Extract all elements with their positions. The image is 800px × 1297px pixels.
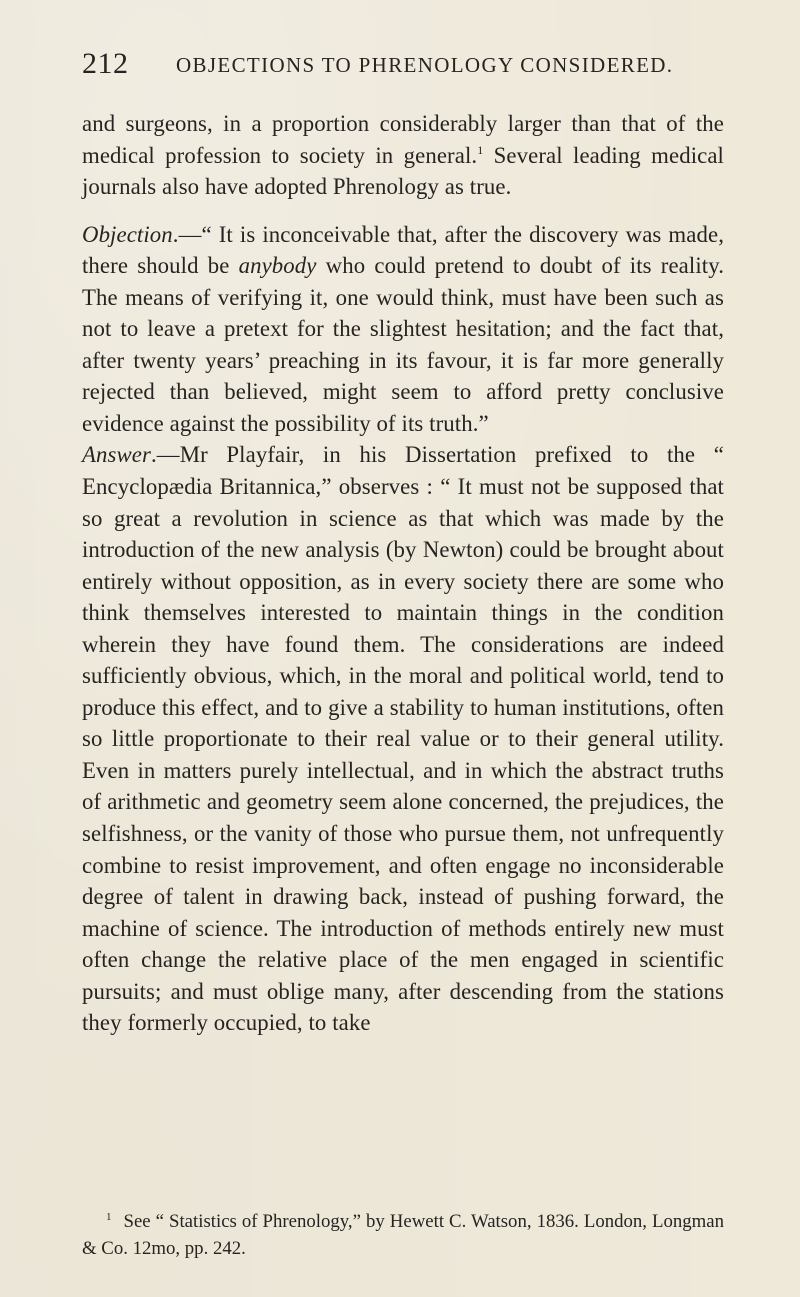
- opening-text: and surgeons, in a proportion considerably larger than that of the medical profession to society in general.: [82, 111, 724, 168]
- footnote-marker: 1: [106, 1211, 112, 1223]
- objection-text-end: who could pretend to doubt of its reality. The means of verifying it, one would think, must have been such as not to leave a pretext for the slightest hesitation; and the fact that, after twenty years’ preaching in its favour, it is far more generally rejected than believed, might seem to afford pretty conclusive evidence against the possibility of its truth.”: [82, 253, 725, 436]
- page-number: 212: [82, 47, 129, 80]
- footnote: [82, 1208, 724, 1262]
- footnote-text: See “ Statistics of Phrenology,” by Hewett C. Watson, 1836. London, Longman & Co. 12mo, pp. 242.: [82, 1211, 724, 1259]
- answer-text: .—Mr Playfair, in his Dissertation prefixed to the “ Encyclopædia Britannica,” observes : “ It must not be supposed that so great a revolution in science as that which was made by the introduction of the new analysis (by Newton) could be brought about entirely without opposition, as in every society there are some who think themselves interested to maintain things in the condition wherein they have found them. The considerations are indeed sufficiently obvious, which, in the moral and political world, tend to produce this effect, and to give a stability to human institutions, often so little proportionate to their real value or to their general utility. Even in matters purely intellectual, and in which the abstract truths of arithmetic and geometry seem alone concerned, the prejudices, the selfishness, or the vanity of those who pursue them, not unfrequently combine to resist improvement, and often engage no inconsiderable degree of talent in drawing back, instead of pushing forward, the machine of science. The introduction of methods entirely new must often change the relative place of the men engaged in scientific pursuits; and must oblige many, after descending from the stations they formerly occupied, to take: [82, 442, 724, 1036]
- running-title: OBJECTIONS TO PHRENOLOGY CONSIDERED.: [176, 53, 674, 77]
- objection-emphasis: anybody: [238, 253, 317, 279]
- objection-label: Objection: [82, 221, 173, 247]
- opening-text-tail: Several leading medical journals also have adopted Phrenology as true.: [82, 142, 724, 200]
- opening-paragraph: [82, 108, 724, 203]
- objection-paragraph: [82, 219, 724, 440]
- footnote-paragraph: [82, 1208, 724, 1262]
- objection-text-start: “ It is inconceivable that, after the discovery was made, there should be: [82, 221, 724, 279]
- main-text: [82, 108, 724, 1039]
- answer-paragraph: [82, 439, 724, 1038]
- page-header: [82, 44, 722, 84]
- footnote-reference: 1: [477, 142, 484, 157]
- objection-dash: .—: [172, 221, 202, 247]
- answer-label: Answer: [82, 442, 151, 468]
